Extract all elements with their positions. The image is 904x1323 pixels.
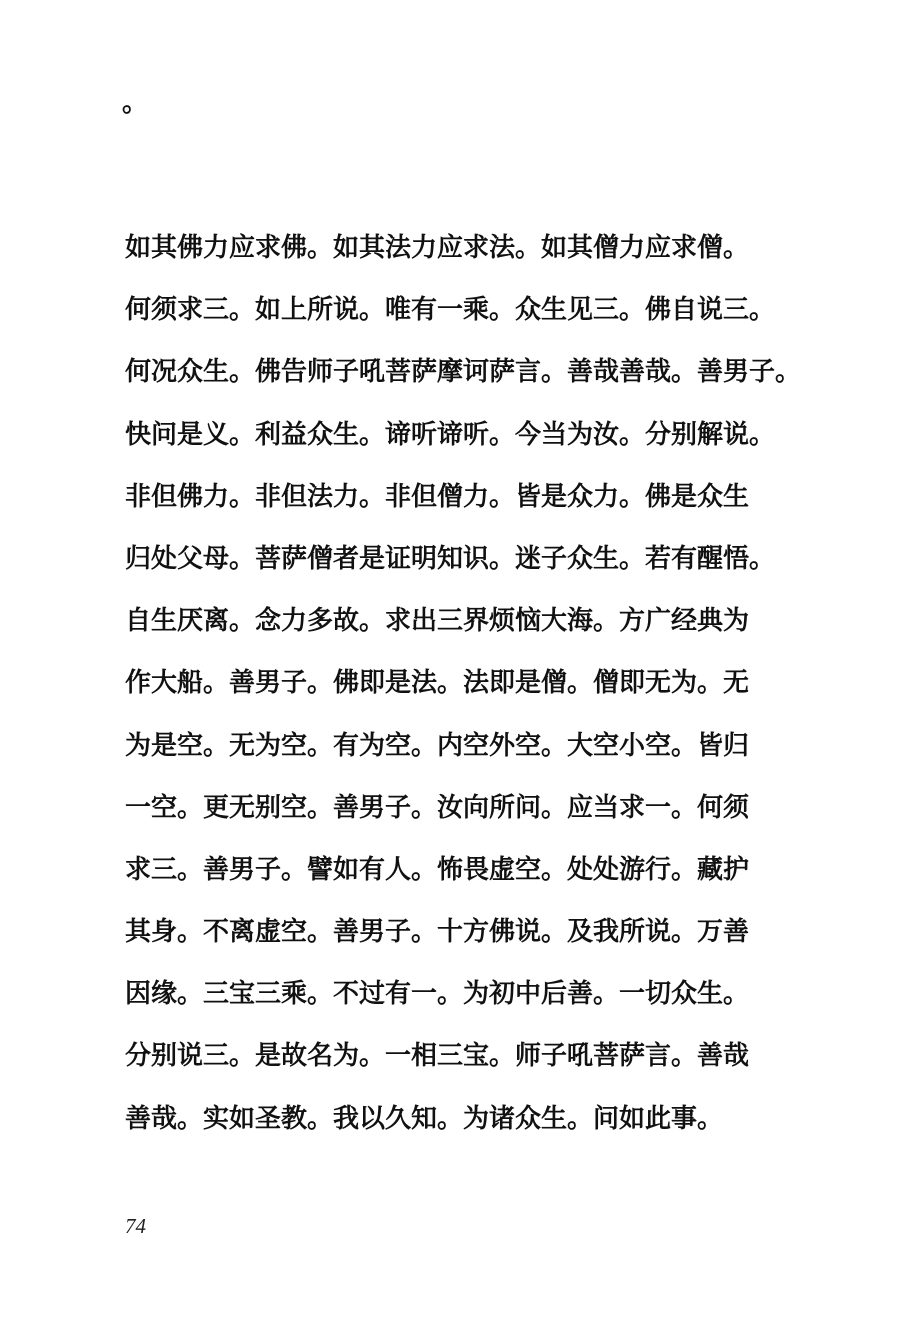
text-line: 其身。不离虚空。善男子。十方佛说。及我所说。万善: [125, 917, 750, 948]
text-line: 何须求三。如上所说。唯有一乘。众生见三。佛自说三。: [125, 295, 776, 326]
text-line: 归处父母。菩萨僧者是证明知识。迷子众生。若有醒悟。: [125, 543, 776, 574]
text-line: 何况众生。佛告师子吼菩萨摩诃萨言。善哉善哉。善男子。: [125, 357, 802, 388]
body-text: [125, 217, 802, 1150]
text-line: 因缘。三宝三乘。不过有一。为初中后善。一切众生。: [125, 979, 750, 1010]
text-line: 一空。更无别空。善男子。汝向所问。应当求一。何须: [125, 792, 750, 823]
page-number: 74: [125, 1214, 146, 1238]
text-line: 为是空。无为空。有为空。内空外空。大空小空。皆归: [125, 730, 750, 761]
text-line: 善哉。实如圣教。我以久知。为诸众生。问如此事。: [125, 1103, 724, 1134]
leading-punctuation: 。: [122, 88, 149, 118]
text-line: 求三。善男子。譬如有人。怖畏虚空。处处游行。藏护: [125, 854, 750, 885]
text-line: 作大船。善男子。佛即是法。法即是僧。僧即无为。无: [125, 668, 750, 699]
text-line: 快问是义。利益众生。谛听谛听。今当为汝。分别解说。: [125, 419, 776, 450]
text-line: 如其佛力应求佛。如其法力应求法。如其僧力应求僧。: [125, 233, 750, 263]
text-line: 非但佛力。非但法力。非但僧力。皆是众力。佛是众生: [125, 481, 750, 512]
text-line: 分别说三。是故名为。一相三宝。师子吼菩萨言。善哉: [125, 1041, 750, 1072]
text-line: 自生厌离。念力多故。求出三界烦恼大海。方广经典为: [125, 606, 750, 637]
